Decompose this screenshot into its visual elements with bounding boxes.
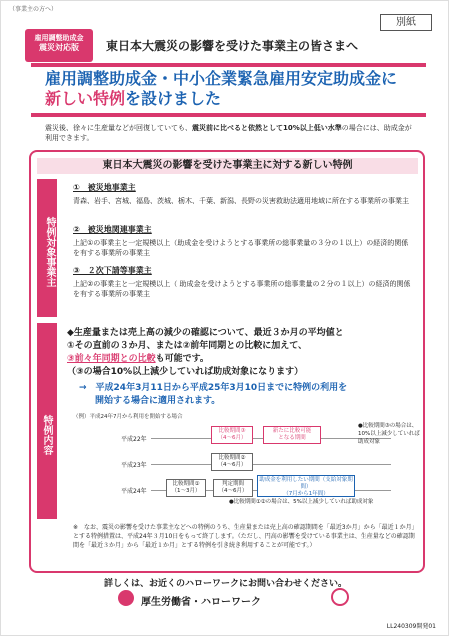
condition-line2: ①その直前の３か月、または②前年同期との比較に加えて、: [67, 341, 308, 351]
section-body-1: 青森、岩手、宮城、福島、茨城、栃木、千葉、新潟、長野の災害救助法適用地域に所在する事業所の事業主: [73, 197, 409, 205]
section-title-1: ① 被災地事業主: [73, 183, 136, 192]
tab-content: 特例内容: [37, 323, 57, 519]
box-use-period: 助成金を利用したい期間（支給対象期間） （7月から1年間）: [257, 475, 355, 497]
badge: [25, 29, 93, 62]
box-comparison-2: 比較期間② （4～6月）: [211, 453, 253, 471]
condition-line3-tail: も可能です。: [155, 354, 209, 364]
condition-text: [67, 327, 417, 379]
example-label: （例）平成24年7月から利用を開始する場合: [73, 414, 183, 420]
main-title-line2: [45, 89, 397, 109]
box-comparison-3: 比較期間③ （4～6月）: [211, 426, 253, 444]
bottom-rule: [31, 113, 426, 117]
tab-target-employers: 特例対象事業主: [37, 179, 57, 317]
box-new-period: 新たに比較可能 となる期間: [263, 426, 321, 444]
ministry-name: 厚生労働省・ハローワーク: [141, 597, 261, 608]
section-body-3: 上記②の事業主と一定規模以上（ 助成金を受けようとする事業所の総事業量の２分の１以上）の経済的関係を有する事業所の事業主: [73, 280, 411, 298]
main-title-highlight: 新しい特例: [45, 89, 126, 108]
intro-text: [45, 123, 415, 143]
mhlw-logo-icon: [118, 590, 134, 606]
badge-line2: 震災対応版: [39, 43, 79, 52]
badge-line1: 雇用調整助成金: [34, 34, 84, 42]
timeline-h23: [151, 464, 391, 465]
document-code: LL240309開発01: [386, 623, 436, 630]
section-body-2: 上記①の事業主と一定規模以上（助成金を受けようとする事業所の総事業量の３分の１以上）の経済的関係を有する事業所の事業主: [73, 239, 409, 257]
main-title-tail: を設けました: [125, 89, 222, 108]
subtitle: 東日本大震災の影響を受けた事業主の皆さまへ: [106, 39, 359, 53]
top-rule: [31, 63, 426, 67]
timeline-caption: ●比較期間①②の場合は、5%以上減少していれば助成対象: [229, 499, 374, 505]
intro-part1: 震災後、徐々に生産量などが回復していても、: [45, 124, 192, 132]
main-title-line1: 雇用調整助成金・中小企業緊急雇用安定助成金に: [45, 69, 398, 88]
hellowork-logo-icon: [331, 588, 349, 606]
main-title: [45, 69, 397, 109]
condition-line1: ◆生産量または売上高の減少の確認について、最近３か月の平均値と: [67, 328, 344, 338]
application-period-line2: 開始する場合に適用されます。: [95, 396, 221, 406]
condition-line3: [67, 353, 417, 366]
intro-bold: 震災前に比べると依然として10%以上低い水準: [192, 124, 342, 132]
section-title-2: ② 被災地関連事業主: [73, 225, 152, 234]
note-right: ●比較期間③の場合は、10%以上減少していれば助成対象: [358, 423, 420, 445]
year-label-h22: 平成22年: [121, 436, 147, 443]
box-judge-period: 判定期間 （4～6月）: [213, 479, 253, 497]
top-note: （事業主の方へ）: [9, 6, 58, 13]
application-period: [79, 382, 419, 408]
contact-line: 詳しくは、お近くのハローワークにお問い合わせください。: [103, 579, 347, 589]
condition-line4: （③の場合10%以上減少していれば助成対象になります）: [67, 367, 304, 377]
footnote: ※ なお、震災の影響を受けた事業主などへの特例のうち、生産量または売上高の確認期間を「最近3か月」から「最近１か月」とする特例措置は、平成24年３月10日をもって終了します。（ただし、円高の影響を受けている事業主は、生産量などの確認期間を「最近３か月」から「最近１か月」とする特例を引き続き利用することが可能です。）: [73, 524, 415, 549]
frame-heading: 東日本大震災の影響を受けた事業主に対する新しい特例: [37, 158, 418, 174]
box-comparison-1: 比較期間① （1～3月）: [166, 479, 206, 497]
condition-highlight: ③前々年同期との比較: [67, 354, 156, 364]
application-period-line1: → 平成24年3月11日から平成25年3月10日までに特例の利用を: [79, 383, 348, 393]
attachment-label: 別紙: [380, 14, 432, 31]
intro-part2: の場合には、助成金が利用できます。: [45, 124, 412, 142]
year-label-h24: 平成24年: [121, 488, 147, 495]
section-title-3: ③ ２次下請等事業主: [73, 266, 152, 275]
year-label-h23: 平成23年: [121, 462, 147, 469]
